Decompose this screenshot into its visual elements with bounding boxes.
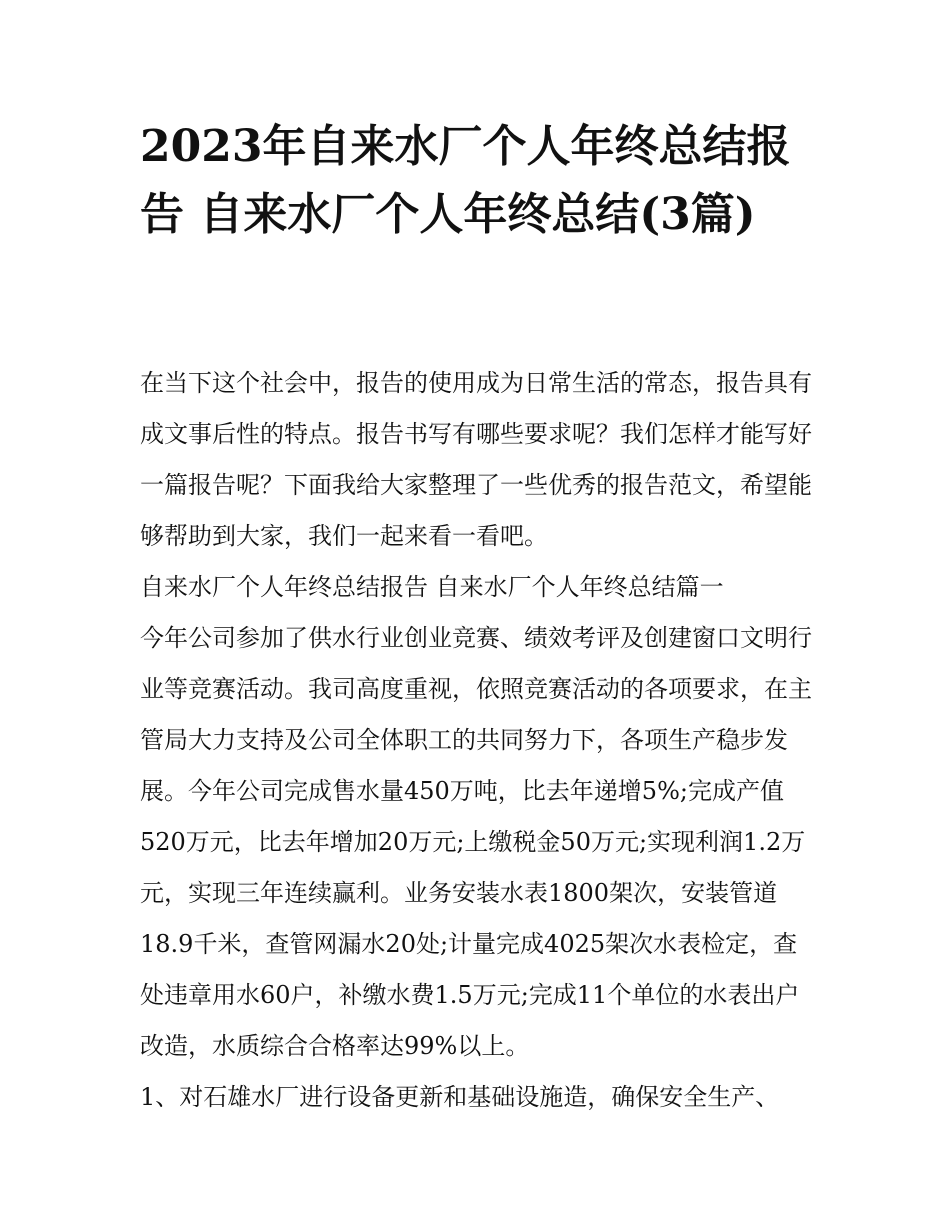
section-heading: 自来水厂个人年终总结报告 自来水厂个人年终总结篇一 — [140, 573, 724, 601]
list-item: 1、对石雄水厂进行设备更新和基础设施造，确保安全生产、 — [140, 1083, 780, 1111]
document-body — [140, 358, 820, 1123]
section-paragraph: 今年公司参加了供水行业创业竞赛、绩效考评及创建窗口文明行业等竞赛活动。我司高度重视，依照竞赛活动的各项要求，在主管局大力支持及公司全体职工的共同努力下，各项生产稳步发展。今年公司完成售水量450万吨，比去年递增5%;完成产值520万元，比去年增加20万元;上缴税金50万元;实现利润1.2万元，实现三年连续赢利。业务安装水表1800架次，安装管道18.9千米，查管网漏水20处;计量完成4025架次水表检定，查处违章用水60户，补缴水费1.5万元;完成11个单位的水表出户改造，水质综合合格率达99%以上。 — [140, 624, 812, 1060]
document-title: 2023年自来水厂个人年终总结报告 自来水厂个人年终总结(3篇) — [140, 121, 791, 240]
intro-paragraph: 在当下这个社会中，报告的使用成为日常生活的常态，报告具有成文事后性的特点。报告书写有哪些要求呢？我们怎样才能写好一篇报告呢？下面我给大家整理了一些优秀的报告范文，希望能够帮助到大家，我们一起来看一看吧。 — [140, 369, 812, 550]
